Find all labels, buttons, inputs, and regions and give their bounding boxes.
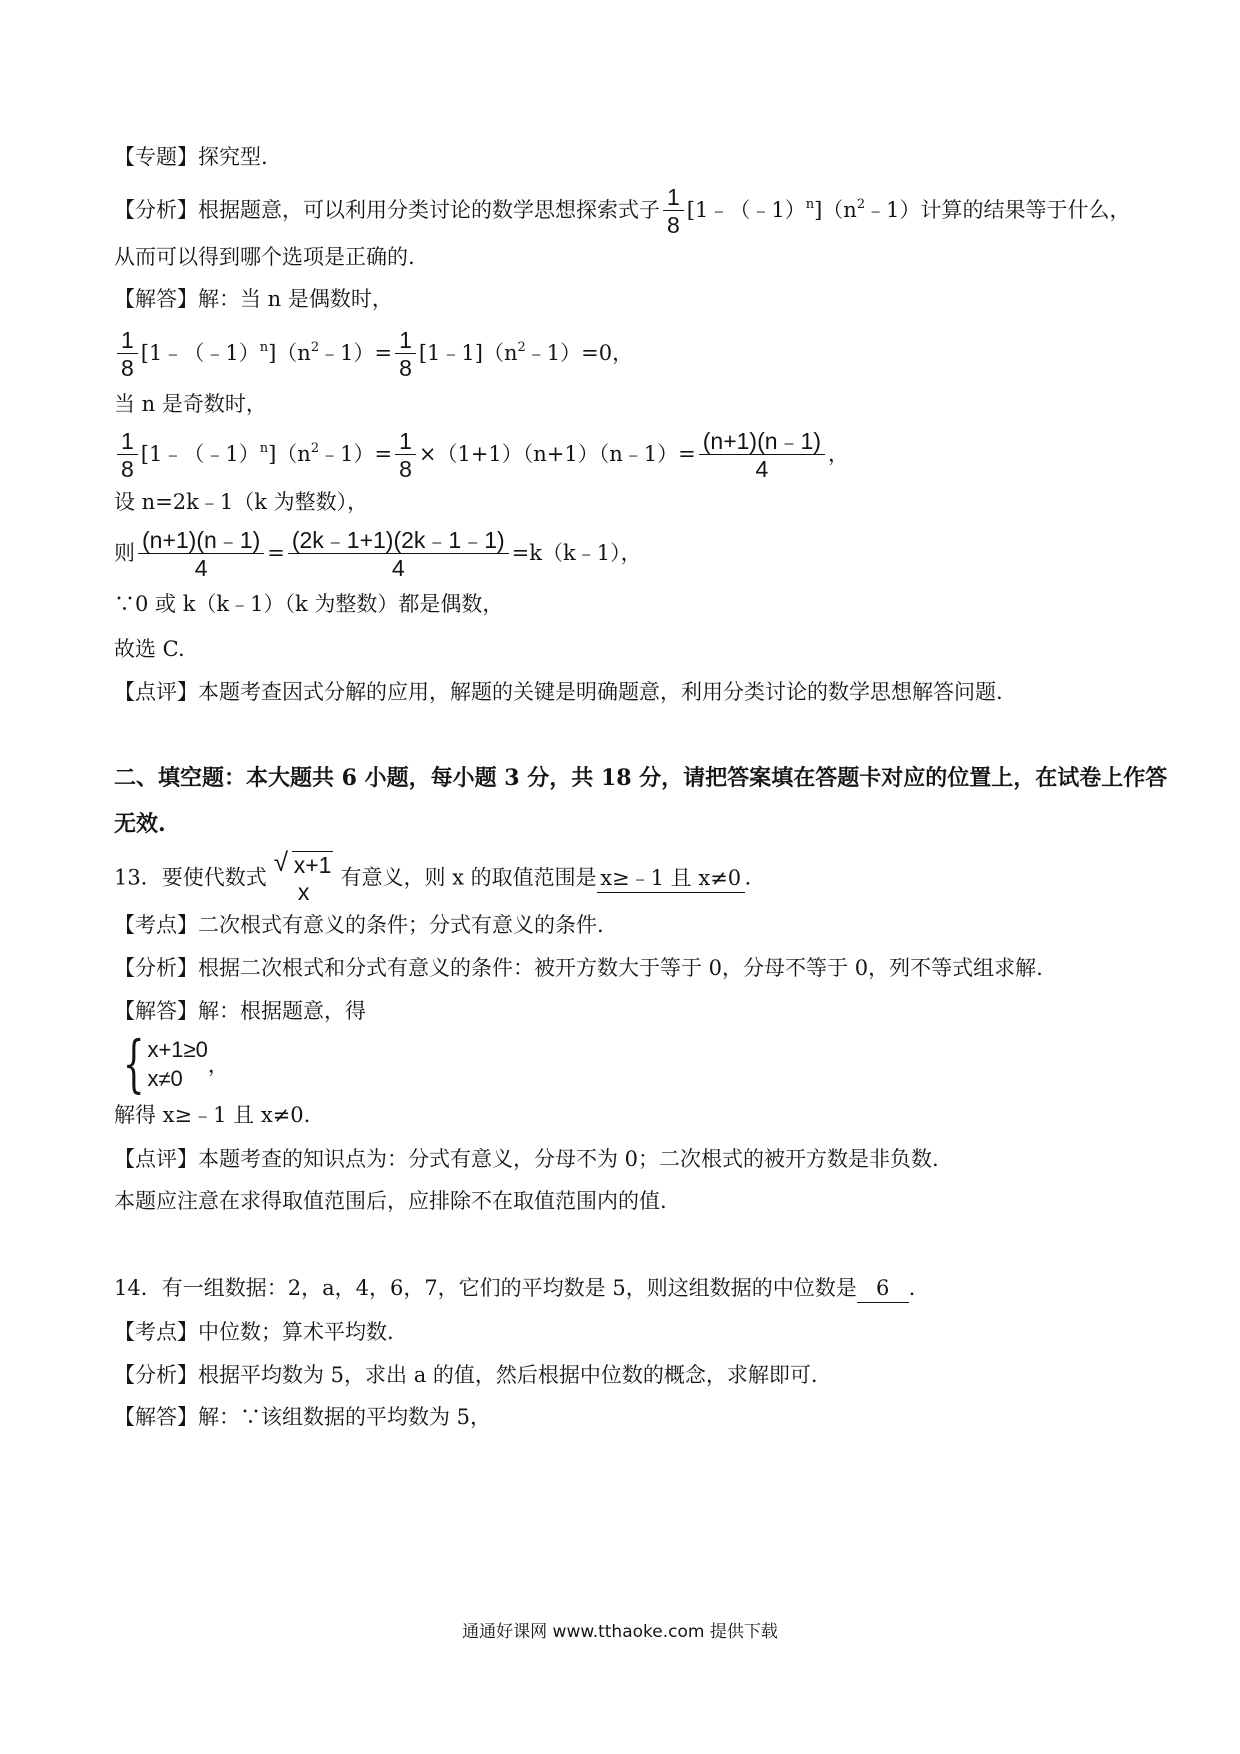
fraction-numerator: 1: [121, 327, 134, 353]
system-row-2: x≠0: [147, 1066, 183, 1091]
solution-label: 【解答】: [114, 999, 198, 1023]
exponent-2: 2: [310, 340, 320, 355]
system-row-1: x+1≥0: [147, 1037, 208, 1062]
then-equation: [114, 527, 642, 582]
q13-solution: [114, 997, 366, 1025]
topic-text: 探究型.: [198, 145, 268, 169]
section-heading-line-1: 二、填空题：本大题共 6 小题，每小题 3 分，共 18 分，请把答案填在答题卡对应的位置上，在试卷上作答: [114, 765, 1168, 791]
fraction-denominator: 8: [395, 353, 416, 382]
analysis-text: 根据二次根式和分式有意义的条件：被开方数大于等于 0，分母不等于 0，列不等式组求解.: [198, 956, 1043, 980]
q13-comment: [114, 1145, 939, 1173]
eq-part: ]（n: [268, 442, 311, 466]
solution-label: 【解答】: [114, 287, 198, 311]
fraction-denominator: 4: [288, 553, 509, 582]
exponent-n: n: [259, 441, 269, 456]
even-equation: [114, 327, 633, 382]
analysis-label: 【分析】: [114, 198, 198, 222]
q13-prefix: 13．要使代数式: [114, 865, 267, 890]
section-heading-line-2: 无效.: [114, 811, 166, 837]
solution-intro-line: [114, 285, 393, 313]
fraction-numerator: (n+1)(n﹣1): [142, 527, 261, 553]
choose-line: 故选 C.: [114, 637, 185, 661]
eq-part: ﹣1）=: [319, 341, 393, 365]
kaodian-label: 【考点】: [114, 913, 198, 937]
exponent-n: n: [259, 340, 269, 355]
fraction-numerator: (2k﹣1+1)(2k﹣1﹣1): [291, 527, 505, 553]
footer-text: 通通好课网 www.tthaoke.com 提供下载: [462, 1622, 778, 1642]
eq-part: ×（1+1）（n+1）（n﹣1）=: [418, 442, 696, 466]
answer-blank: x≥﹣1 且 x≠0: [597, 864, 745, 893]
expr-a: [1﹣（﹣1）: [686, 198, 806, 222]
expr-b: ]（n: [814, 198, 857, 222]
q14-prefix: 14．有一组数据：2，a，4，6，7，它们的平均数是 5，则这组数据的中位数是: [114, 1276, 857, 1300]
fraction-numerator: 1: [121, 428, 134, 454]
q14-suffix: ．: [908, 1276, 930, 1300]
topic-label: 【专题】: [114, 145, 198, 169]
fraction-product-over-4: [699, 428, 825, 483]
solution-text: 解：∵该组数据的平均数为 5，: [198, 1405, 492, 1429]
q13-result: 解得 x≥﹣1 且 x≠0.: [114, 1103, 311, 1127]
fraction-product-over-4: [138, 527, 264, 582]
topic-line: [114, 143, 268, 171]
fraction-numerator: 1: [399, 327, 412, 353]
expr-c: ﹣1）计算的结果等于什么，: [865, 198, 1131, 222]
eq-part: ]（n: [268, 341, 311, 365]
fraction-1-8: [395, 428, 416, 483]
eq-part: [1﹣1]（n: [418, 341, 518, 365]
solution-intro: 解：当 n 是偶数时，: [198, 287, 393, 311]
fraction-numerator: 1: [399, 428, 412, 454]
analysis-text: 根据平均数为 5，求出 a 的值，然后根据中位数的概念，求解即可.: [198, 1363, 818, 1387]
eq-part: ﹣1）=0，: [525, 341, 634, 365]
q13-comment-2: 本题应注意在求得取值范围后，应排除不在取值范围内的值.: [114, 1189, 667, 1213]
eq-part: =: [267, 541, 285, 565]
fraction-1-8: [117, 327, 138, 382]
q13-analysis: [114, 954, 1043, 982]
analysis-label: 【分析】: [114, 956, 198, 980]
eq-part: [1﹣（﹣1）: [140, 341, 260, 365]
fraction-denominator: x: [297, 879, 310, 905]
analysis-label: 【分析】: [114, 1363, 198, 1387]
kaodian-text: 中位数；算术平均数.: [198, 1320, 394, 1344]
fraction-denominator: 8: [117, 353, 138, 382]
comment-label: 【点评】: [114, 680, 198, 704]
sqrt-symbol: √: [273, 847, 289, 877]
exponent-2: 2: [856, 197, 866, 212]
left-brace-icon: {: [122, 1027, 145, 1100]
fraction-1-8: [117, 428, 138, 483]
system-rows: [147, 1035, 207, 1093]
analysis-text-pre: 根据题意，可以利用分类讨论的数学思想探索式子: [198, 198, 660, 222]
eq-part: [1﹣（﹣1）: [140, 442, 260, 466]
fraction-numerator: (n+1)(n﹣1): [702, 428, 821, 454]
exponent-2: 2: [517, 340, 526, 355]
radicand: x+1: [293, 852, 332, 878]
fraction-one-eighth: [663, 184, 684, 239]
odd-intro: 当 n 是奇数时，: [114, 392, 267, 416]
fraction-numerator: 1: [667, 184, 680, 210]
sqrt-expression: [273, 847, 334, 878]
because-line: ∵0 或 k（k﹣1）（k 为整数）都是偶数，: [114, 592, 504, 616]
fraction-denominator: 4: [699, 454, 825, 483]
q14-kaodian: [114, 1318, 394, 1346]
system-suffix: ，: [207, 1053, 229, 1077]
q14-solution: [114, 1403, 491, 1431]
exponent-n: n: [805, 197, 815, 212]
exponent-2: 2: [310, 441, 320, 456]
analysis-line-1: [114, 184, 1130, 239]
eq-part: ﹣1）=: [319, 442, 393, 466]
fraction-k-product-over-4: [288, 527, 509, 582]
answer-blank: 6: [857, 1274, 909, 1303]
fraction-1-8: [395, 327, 416, 382]
q14-analysis: [114, 1361, 818, 1389]
q13-kaodian: [114, 911, 604, 939]
solution-text: 解：根据题意，得: [198, 999, 366, 1023]
eq-part: ，: [827, 442, 849, 466]
odd-equation: [114, 428, 849, 483]
solution-label: 【解答】: [114, 1405, 198, 1429]
comment-line-1: [114, 678, 1003, 706]
inequality-system: [114, 1027, 229, 1100]
q13-suffix: ．: [744, 865, 766, 890]
fraction-denominator: 8: [395, 454, 416, 483]
analysis-line-2: 从而可以得到哪个选项是正确的.: [114, 245, 415, 269]
comment-label: 【点评】: [114, 1147, 198, 1171]
question-14: [114, 1274, 930, 1303]
question-13: [114, 847, 766, 906]
fraction-denominator: 4: [138, 553, 264, 582]
let-line: 设 n=2k﹣1（k 为整数），: [114, 490, 369, 514]
kaodian-label: 【考点】: [114, 1320, 198, 1344]
kaodian-text: 二次根式有意义的条件；分式有意义的条件.: [198, 913, 604, 937]
fraction-numerator: [270, 847, 338, 878]
comment-text: 本题考查的知识点为：分式有意义，分母不为 0；二次根式的被开方数是非负数.: [198, 1147, 939, 1171]
fraction-denominator: 8: [663, 210, 684, 239]
fraction-sqrt-over-x: [270, 847, 338, 906]
eq-part: =k（k﹣1），: [511, 541, 642, 565]
eq-part: 则: [114, 541, 135, 565]
fraction-denominator: 8: [117, 454, 138, 483]
q13-middle: 有意义，则 x 的取值范围是: [340, 865, 597, 890]
comment-text: 本题考查因式分解的应用，解题的关键是明确题意，利用分类讨论的数学思想解答问题.: [198, 680, 1003, 704]
